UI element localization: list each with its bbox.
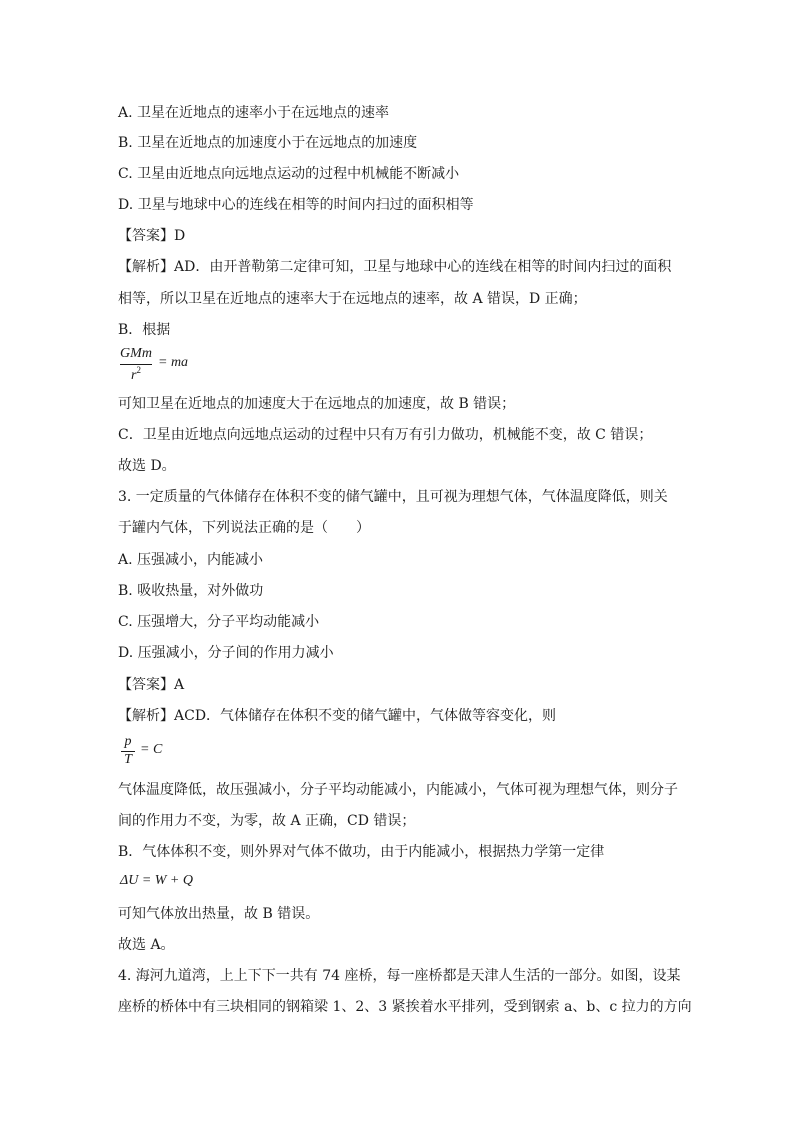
q3-formula-numerator: p [124, 734, 132, 749]
q2-formula [120, 346, 240, 386]
q3-formula [120, 734, 200, 770]
q2-c-line: C．卫星由近地点向远地点运动的过程中只有万有引力做功，机械能不变，故 C 错误； [118, 427, 653, 443]
q3-option-b: B. 吸收热量，对外做功 [118, 583, 264, 599]
q2-option-c: C. 卫星由近地点向远地点运动的过程中机械能不断减小 [118, 166, 460, 182]
q3-option-c: C. 压强增大，分子平均动能减小 [118, 614, 320, 630]
q3-analysis-line1: 【解析】ACD．气体储存在体积不变的储气罐中，气体做等容变化，则 [118, 708, 557, 724]
q2-option-a: A. 卫星在近地点的速率小于在远地点的速率 [118, 105, 390, 121]
q3-b-line: B．气体体积不变，则外界对气体不做功，由于内能减小，根据热力学第一定律 [118, 844, 605, 860]
q3-b-conclusion: 可知气体放出热量，故 B 错误。 [118, 906, 320, 922]
q2-option-d: D. 卫星与地球中心的连线在相等的时间内扫过的面积相等 [118, 197, 474, 213]
q3-option-a: A. 压强减小，内能减小 [118, 552, 264, 568]
q2-b-intro: B．根据 [118, 322, 171, 338]
q2-analysis-line1: 【解析】AD．由开普勒第二定律可知，卫星与地球中心的连线在相等的时间内扫过的面积 [118, 259, 672, 275]
q3-line-a: 气体温度降低，故压强减小，分子平均动能减小，内能减小，气体可视为理想气体，则分子 [118, 782, 678, 798]
q2-formula-rhs: = ma [158, 355, 189, 370]
q2-formula-exponent: 2 [136, 365, 141, 375]
q2-option-b: B. 卫星在近地点的加速度小于在远地点的加速度 [118, 135, 418, 151]
q2-analysis-line2: 相等，所以卫星在近地点的速率大于在远地点的速率，故 A 错误，D 正确； [118, 291, 587, 307]
q3-first-law: ΔU = W + Q [120, 873, 193, 888]
q3-formula-rhs: = C [140, 742, 163, 757]
q3-formula-denominator: T [124, 752, 132, 767]
q2-formula-numerator: GMm [120, 346, 152, 361]
q2-choose: 故选 D。 [118, 458, 176, 474]
q3-stem-line2: 于罐内气体，下列说法正确的是（ ） [118, 520, 370, 536]
q3-answer: 【答案】A [118, 677, 185, 693]
q3-choose: 故选 A。 [118, 937, 175, 953]
q3-line-b: 间的作用力不变，为零，故 A 正确，CD 错误； [118, 813, 416, 829]
q4-stem-line2: 座桥的桥体中有三块相同的钢箱梁 1、2、3 紧挨着水平排列，受到钢索 a、b、c 拉力的方向 [118, 999, 692, 1015]
q4-stem-line1: 4. 海河九道湾，上上下下一共有 74 座桥，每一座桥都是天津人生活的一部分。如图，设某 [118, 968, 681, 984]
q2-formula-denominator: $r^2$ [131, 365, 141, 383]
q3-stem-line1: 3. 一定质量的气体储存在体积不变的储气罐中，且可视为理想气体，气体温度降低，则关 [118, 489, 668, 505]
q3-option-d: D. 压强减小，分子间的作用力减小 [118, 645, 334, 661]
q2-b-conclusion: 可知卫星在近地点的加速度大于在远地点的加速度，故 B 错误； [118, 396, 516, 412]
q2-answer: 【答案】D [118, 228, 186, 244]
